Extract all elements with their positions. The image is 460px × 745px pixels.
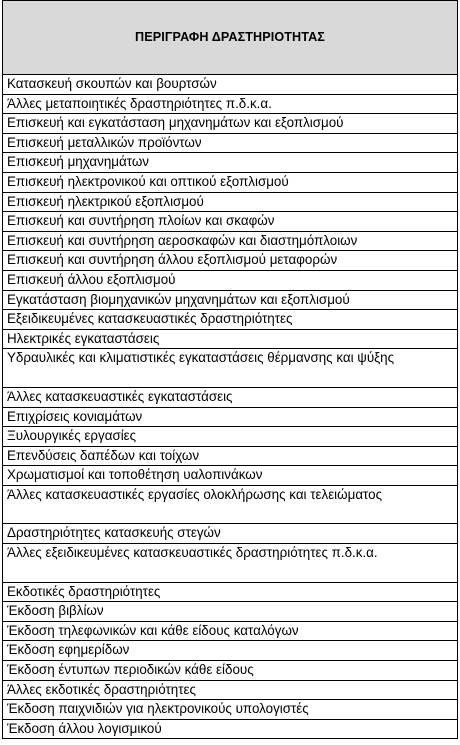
table-cell-activity: Έκδοση παιχνιδιών για ηλεκτρονικούς υπολογιστές [3,700,458,720]
table-row [3,349,458,388]
table-cell-activity: Άλλες κατασκευαστικές εγκαταστάσεις [3,387,458,407]
table-row [3,524,458,544]
activity-table [2,0,458,739]
table-cell-activity: Επενδύσεις δαπέδων και τοίχων [3,446,458,466]
table-row [3,270,458,290]
table-row [3,544,458,583]
table-cell-activity: Δραστηριότητες κατασκευής στεγών [3,524,458,544]
table-cell-activity: Επισκευή ηλεκτρικού εξοπλισμού [3,192,458,212]
table-cell-activity: Επισκευή ηλεκτρονικού και οπτικού εξοπλισμού [3,172,458,192]
table-row [3,133,458,153]
table-cell-activity: Έκδοση άλλου λογισμικού [3,719,458,739]
table-row [3,75,458,95]
column-header-activity-description: ΠΕΡΙΓΡΑΦΗ ΔΡΑΣΤΗΡΙΟΤΗΤΑΣ [3,1,458,75]
table-row [3,231,458,251]
table-row [3,172,458,192]
table-row [3,680,458,700]
table-cell-activity: Κατασκευή σκουπών και βουρτσών [3,75,458,95]
table-cell-activity: Χρωματισμοί και τοποθέτηση υαλοπινάκων [3,466,458,486]
table-cell-activity: Ξυλουργικές εργασίες [3,427,458,447]
table-row [3,153,458,173]
table-row [3,700,458,720]
table-cell-activity: Άλλες κατασκευαστικές εργασίες ολοκλήρωσης και τελειώματος [3,485,458,524]
table-row [3,641,458,661]
table-row [3,582,458,602]
table-row [3,192,458,212]
table-row [3,329,458,349]
table-row [3,446,458,466]
table-cell-activity: Επισκευή και συντήρηση πλοίων και σκαφών [3,212,458,232]
table-cell-activity: Επισκευή και συντήρηση άλλου εξοπλισμού μεταφορών [3,251,458,271]
table-cell-activity: Επισκευή μηχανημάτων [3,153,458,173]
table-cell-activity: Άλλες εκδοτικές δραστηριότητες [3,680,458,700]
table-cell-activity: Επιχρίσεις κονιαμάτων [3,407,458,427]
table-cell-activity: Έκδοση εφημερίδων [3,641,458,661]
table-row [3,114,458,134]
table-cell-activity: Επισκευή και εγκατάσταση μηχανημάτων και εξοπλισμού [3,114,458,134]
table-row [3,290,458,310]
table-cell-activity: Εκδοτικές δραστηριότητες [3,582,458,602]
table-cell-activity: Άλλες εξειδικευμένες κατασκευαστικές δραστηριότητες π.δ.κ.α. [3,544,458,583]
table-row [3,427,458,447]
table-row [3,719,458,739]
table-row [3,602,458,622]
table-cell-activity: Ηλεκτρικές εγκαταστάσεις [3,329,458,349]
table-row [3,661,458,681]
table-cell-activity: Έκδοση τηλεφωνικών και κάθε είδους καταλόγων [3,621,458,641]
table-body [3,75,458,739]
table-row [3,485,458,524]
table-row [3,466,458,486]
header-row [3,1,458,75]
table-cell-activity: Επισκευή μεταλλικών προϊόντων [3,133,458,153]
table-cell-activity: Άλλες μεταποιητικές δραστηριότητες π.δ.κ.α. [3,94,458,114]
table-row [3,310,458,330]
table-row [3,621,458,641]
table-row [3,94,458,114]
table-cell-activity: Υδραυλικές και κλιματιστικές εγκαταστάσεις θέρμανσης και ψύξης [3,349,458,388]
table-cell-activity: Εξειδικευμένες κατασκευαστικές δραστηριότητες [3,310,458,330]
table-row [3,407,458,427]
table-cell-activity: Επισκευή και συντήρηση αεροσκαφών και διαστημόπλοιων [3,231,458,251]
table-cell-activity: Επισκευή άλλου εξοπλισμού [3,270,458,290]
table-cell-activity: Έκδοση βιβλίων [3,602,458,622]
table-row [3,251,458,271]
table-row [3,212,458,232]
table-row [3,387,458,407]
table-cell-activity: Έκδοση έντυπων περιοδικών κάθε είδους [3,661,458,681]
table-cell-activity: Εγκατάσταση βιομηχανικών μηχανημάτων και εξοπλισμού [3,290,458,310]
